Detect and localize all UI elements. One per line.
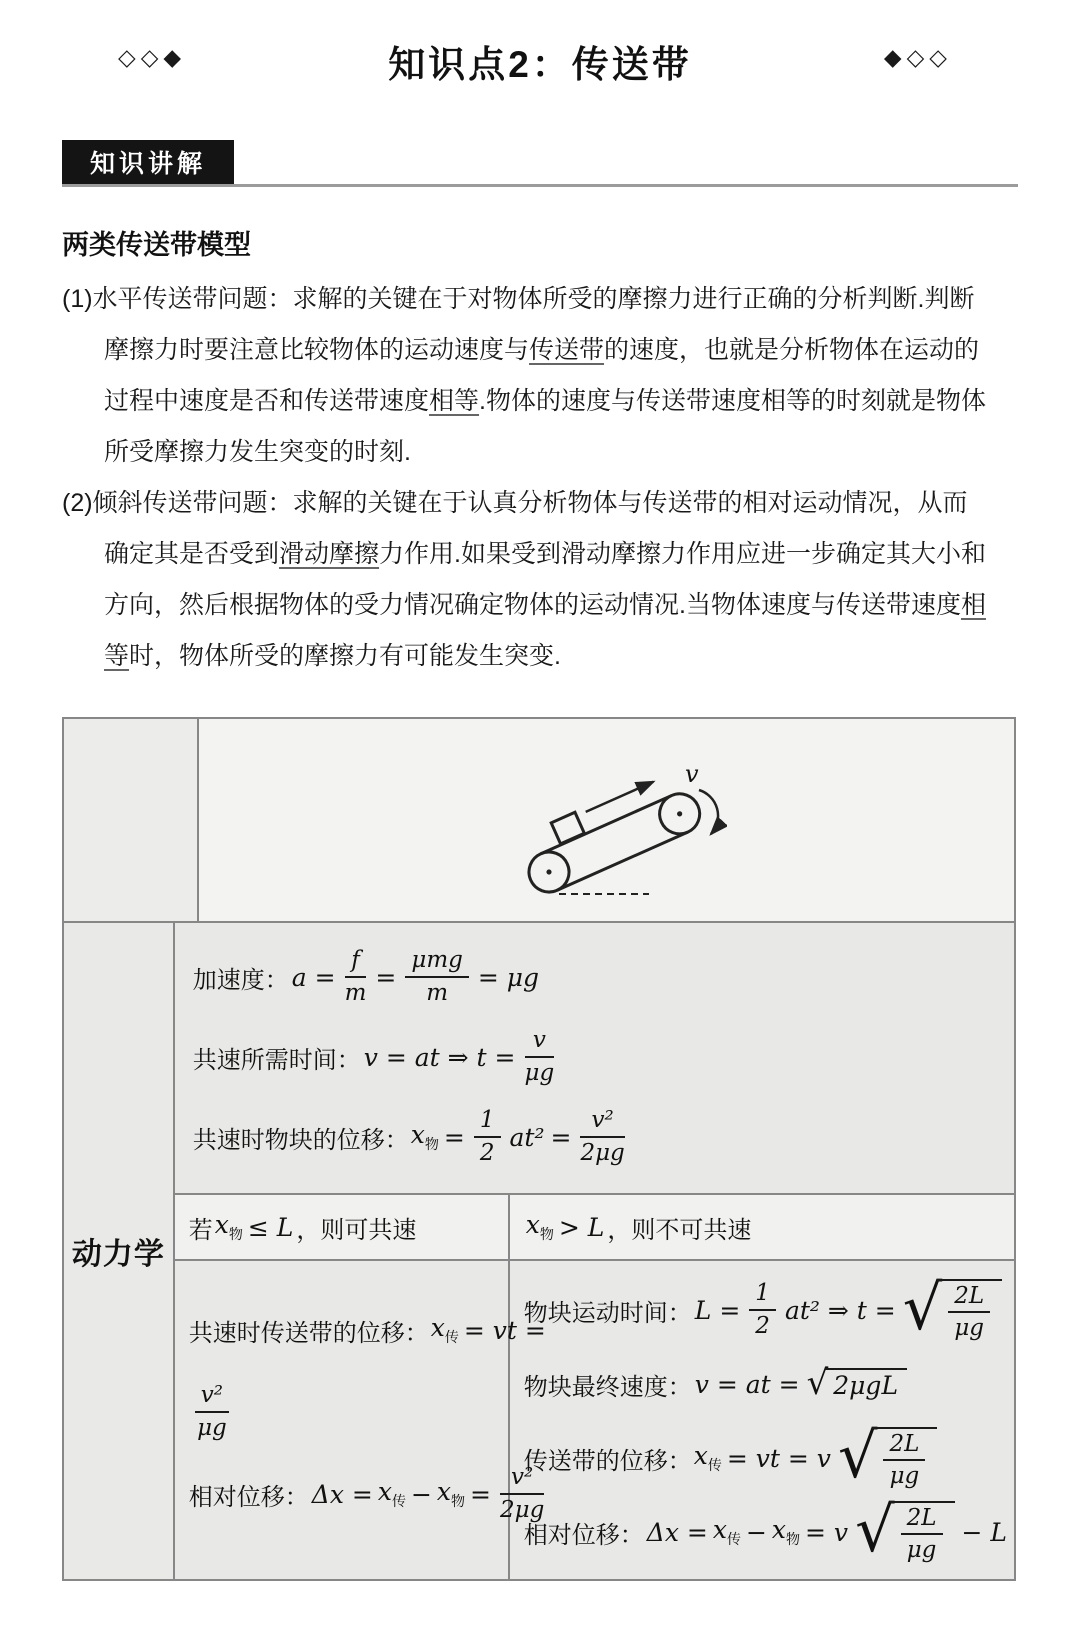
math-text: = vt = v <box>726 1443 831 1473</box>
math-text: at² <box>509 1122 545 1152</box>
formula-line <box>188 1289 546 1371</box>
text-run: 所受摩擦力发生突变的时刻. <box>104 438 411 466</box>
variable-base: x <box>430 1313 445 1342</box>
empty-cell <box>64 719 199 921</box>
text-line <box>62 529 1040 580</box>
fraction <box>749 1281 776 1339</box>
belt-bottom <box>557 832 688 890</box>
math-text: 2μgL <box>833 1371 899 1400</box>
radicand <box>872 1427 937 1490</box>
math-text: v = at ⇒ t = <box>363 1042 516 1072</box>
block <box>551 812 584 844</box>
text-run: 确定其是否受到 <box>104 540 280 568</box>
formula-label: 相对位移： <box>523 1521 644 1549</box>
radicand <box>825 1368 907 1400</box>
fraction <box>883 1432 925 1490</box>
variable-subscript: 物 <box>228 1226 243 1242</box>
square-root <box>837 1418 937 1492</box>
upper-pulley-axle <box>676 810 683 817</box>
math-text: L = <box>694 1295 741 1325</box>
math-text: − <box>410 1479 432 1509</box>
denominator: 2 <box>755 1312 770 1339</box>
denominator: μg <box>889 1463 920 1489</box>
variable-subscript: 物 <box>539 1226 554 1242</box>
variable-base: x <box>525 1210 540 1239</box>
variable-base: x <box>436 1477 452 1506</box>
formula-label: 相对位移： <box>188 1483 309 1511</box>
formula-label: 物块运动时间： <box>523 1299 692 1327</box>
variable-subscript: 传 <box>391 1493 406 1509</box>
velocity-label: v <box>684 760 699 788</box>
math-text: = <box>550 1122 572 1152</box>
text-run: 方向，然后根据物体的受力情况确定物体的运动情况.当物体速度与传送带速度 <box>104 591 961 619</box>
fraction <box>195 1383 229 1441</box>
variable-subscript: 传 <box>726 1531 741 1547</box>
text-run: .物体的速度与传送带速度相等的时刻就是物体 <box>479 387 986 415</box>
radical-sign: √ <box>902 1270 943 1344</box>
formula-label: 加速度： <box>192 966 289 994</box>
math-text: = <box>443 1122 465 1152</box>
formula-line <box>523 1270 1010 1347</box>
denominator: 2μg <box>580 1139 625 1166</box>
radicand <box>937 1279 1002 1342</box>
row-label-dynamics: 动力学 <box>64 923 175 1579</box>
underlined-text: 相 <box>960 591 986 619</box>
math-text: at² ⇒ t = <box>784 1295 896 1325</box>
radicand <box>890 1501 955 1564</box>
text-line <box>62 478 1040 529</box>
formula-label: 物块最终速度： <box>523 1373 692 1401</box>
math-text: Δx = <box>646 1517 708 1547</box>
text-run: 摩擦力时要注意比较物体的运动速度与 <box>104 336 530 364</box>
dynamics-body <box>64 921 1014 1579</box>
diamond-ornament-right-icon: ◆◇◇ <box>883 44 952 70</box>
fraction <box>474 1108 501 1166</box>
text-line <box>62 274 1040 325</box>
square-root <box>902 1270 1002 1344</box>
fraction <box>948 1284 990 1342</box>
belt-assembly <box>512 766 705 899</box>
section-rule <box>62 140 1018 187</box>
text-line <box>62 376 1040 427</box>
text-line <box>62 580 1040 631</box>
denominator: μg <box>197 1414 227 1441</box>
text-run: 时，物体所受的摩擦力有可能发生突变. <box>129 642 561 670</box>
math-text: v = at = <box>694 1369 800 1399</box>
subscripted-variable <box>713 1515 741 1549</box>
variable-subscript: 物 <box>424 1136 439 1152</box>
text-run: 过程中速度是否和传送带速度 <box>104 387 430 415</box>
variable-base: x <box>693 1441 708 1470</box>
subscripted-variable <box>694 1441 722 1475</box>
numerator: v² <box>500 1465 544 1494</box>
math-text: − L <box>961 1517 1007 1547</box>
variable-base: x <box>410 1120 425 1149</box>
subscripted-variable <box>437 1477 465 1511</box>
math-text: > L <box>558 1212 605 1242</box>
numerator: v² <box>580 1108 624 1137</box>
formula-line <box>524 1347 1010 1421</box>
underlined-text: 相等 <box>429 387 480 415</box>
math-text: ≤ L <box>247 1212 294 1242</box>
numerator: 1 <box>474 1108 501 1137</box>
diagram-row <box>64 719 1014 921</box>
dynamics-table <box>62 717 1016 1581</box>
underlined-text: 传送带 <box>529 336 605 364</box>
common-formulas-cell <box>175 923 1014 1193</box>
formula-line <box>523 1492 1010 1569</box>
conveyor-belt-diagram <box>487 734 727 906</box>
radical-sign: √ <box>837 1418 878 1492</box>
subheading: 两类传送带模型 <box>62 230 251 260</box>
denominator: μg <box>954 1315 985 1341</box>
fraction <box>901 1506 943 1564</box>
condition-row <box>175 1193 1014 1259</box>
math-text: = <box>375 962 397 992</box>
text-run: (1)水平传送带问题：求解的关键在于对物体所受的摩擦力进行正确的分析判断.判断 <box>62 285 975 313</box>
formula-line <box>193 937 1014 1017</box>
square-root <box>806 1363 907 1403</box>
math-text: = v <box>805 1517 849 1547</box>
text-run: (2)倾斜传送带问题：求解的关键在于认真分析物体与传送带的相对运动情况，从而 <box>62 489 968 517</box>
subscripted-variable <box>378 1477 406 1511</box>
body-paragraphs <box>62 274 1040 682</box>
formula-label: 共速时物块的位移： <box>192 1126 409 1154</box>
denominator: μg <box>524 1059 555 1086</box>
fraction <box>405 948 468 1006</box>
radical-sign: √ <box>855 1492 895 1566</box>
formula-label: 传送带的位移： <box>523 1447 692 1475</box>
text-line <box>62 325 1040 376</box>
variable-subscript: 传 <box>707 1457 722 1473</box>
square-root <box>855 1492 954 1566</box>
numerator: v² <box>195 1383 229 1412</box>
variable-base: x <box>214 1210 229 1239</box>
variable-base: x <box>771 1515 787 1544</box>
math-text: a = <box>291 962 336 992</box>
numerator: 2L <box>883 1432 925 1461</box>
denominator: μg <box>906 1537 937 1563</box>
fraction <box>345 948 367 1006</box>
text-line <box>62 631 1040 682</box>
diamond-ornament-left-icon: ◇◇◆ <box>118 44 187 70</box>
math-text: = <box>470 1479 491 1509</box>
subscripted-variable <box>431 1313 459 1347</box>
underlined-text: 滑动摩擦 <box>279 540 380 568</box>
rotation-arrow <box>699 790 718 834</box>
fraction <box>580 1108 624 1166</box>
variable-subscript: 传 <box>444 1329 459 1345</box>
denominator: m <box>426 979 449 1006</box>
math-text: = μg <box>477 962 540 992</box>
fraction <box>525 1028 555 1086</box>
condition-can-reach-cell <box>175 1195 510 1259</box>
formula-label: ，则可共速 <box>296 1216 417 1244</box>
radical-sign: √ <box>806 1363 829 1403</box>
formula-label: 共速所需时间： <box>192 1046 361 1074</box>
text-run: 的速度，也就是分析物体在运动的 <box>604 336 980 364</box>
variable-subscript: 物 <box>451 1493 466 1509</box>
condition-cannot-reach-cell <box>510 1195 1014 1259</box>
formula-line <box>523 1418 1010 1495</box>
result-row <box>175 1259 1014 1579</box>
formula-line <box>189 1371 502 1453</box>
numerator: 2L <box>948 1284 990 1313</box>
formula-label: 若 <box>188 1216 213 1244</box>
denominator: 2 <box>479 1139 495 1166</box>
math-text: = vt = <box>463 1315 546 1345</box>
denominator: 2μg <box>499 1496 545 1523</box>
result-cannot-reach-cell <box>510 1261 1014 1579</box>
lower-pulley-axle <box>545 869 552 876</box>
dynamics-content <box>175 923 1014 1579</box>
numerator: μmg <box>405 948 468 977</box>
diagram-cell <box>199 719 1014 921</box>
page-header <box>0 0 1080 130</box>
subscripted-variable <box>411 1120 439 1154</box>
math-text: − <box>745 1517 767 1547</box>
text-line <box>62 427 1040 478</box>
numerator: 1 <box>749 1281 776 1310</box>
underlined-text: 等 <box>104 642 130 670</box>
variable-subscript: 物 <box>786 1531 801 1547</box>
denominator: m <box>344 979 367 1006</box>
subscripted-variable <box>215 1210 243 1244</box>
formula-line <box>193 1017 1014 1097</box>
formula-label: 共速时传送带的位移： <box>188 1319 429 1347</box>
page-title: 知识点2：传送带 <box>388 44 692 85</box>
numerator: 2L <box>901 1506 943 1535</box>
section-label: 知识讲解 <box>62 140 234 184</box>
numerator: f <box>345 948 367 977</box>
subscripted-variable <box>526 1210 554 1244</box>
text-run: 力作用.如果受到滑动摩擦力作用应进一步确定其大小和 <box>379 540 986 568</box>
variable-base: x <box>377 1477 392 1506</box>
numerator: v <box>525 1028 555 1057</box>
variable-base: x <box>712 1515 727 1544</box>
formula-line <box>193 1097 1014 1177</box>
math-text: Δx = <box>311 1479 373 1509</box>
formula-label: ，则不可共速 <box>607 1216 752 1244</box>
subscripted-variable <box>772 1515 800 1549</box>
